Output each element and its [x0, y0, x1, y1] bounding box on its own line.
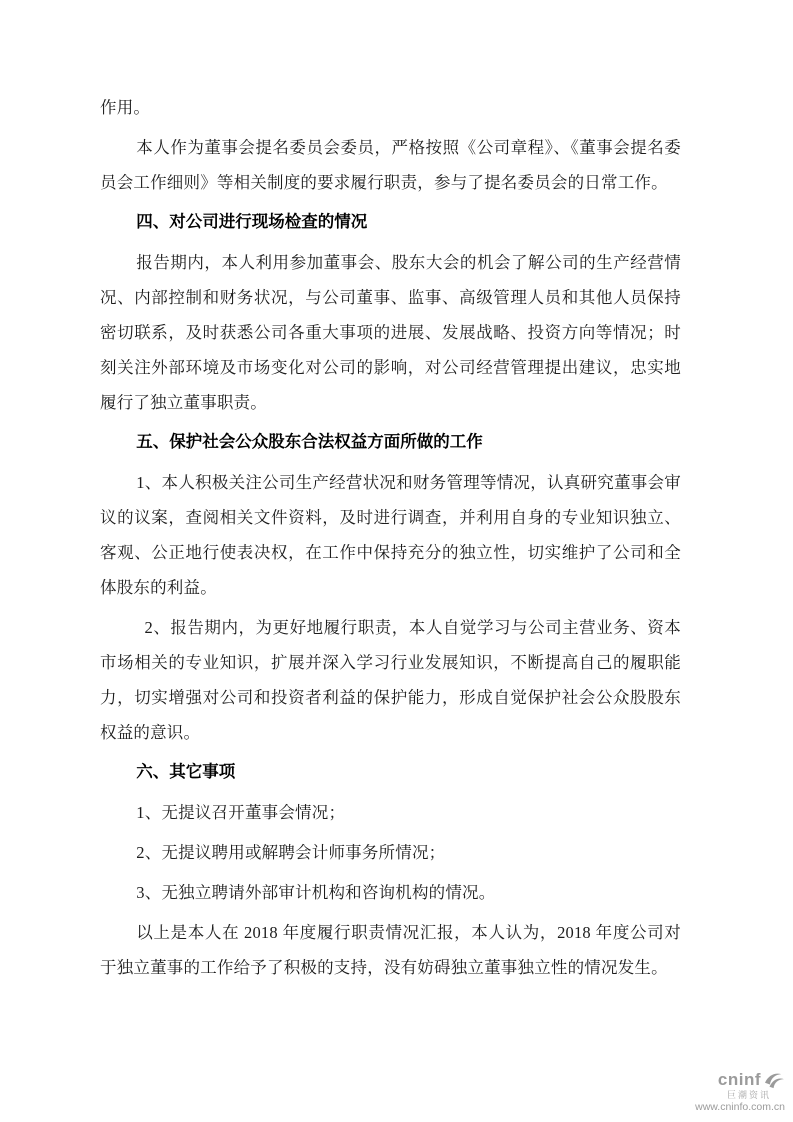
list-item: 3、无独立聘请外部审计机构和咨询机构的情况。 [136, 883, 496, 902]
paragraph: 报告期内，本人利用参加董事会、股东大会的机会了解公司的生产经营情况、内部控制和财务状况，与公司董事、监事、高级管理人员和其他人员保持密切联系，及时获悉公司各重大事项的进展、发展战略、投资方向等情况；时刻关注外部环境及市场变化对公司的影响，对公司经营管理提出建议，忠实地履行了独立董事职责。 [100, 253, 681, 412]
cninfo-brand-text: cninf [717, 1069, 761, 1089]
paragraph: 1、本人积极关注公司生产经营状况和财务管理等情况，认真研究董事会审议的议案，查阅相关文件资料，及时进行调查，并利用自身的专业知识独立、客观、公正地行使表决权，在工作中保持充分的独立性，切实维护了公司和全体股东的利益。 [100, 473, 681, 597]
section-heading-4: 四、对公司进行现场检查的情况 [136, 213, 368, 231]
paragraph-continuation: 作用。 [100, 98, 151, 117]
document-body [100, 90, 681, 990]
list-item: 1、无提议召开董事会情况； [136, 803, 346, 822]
paragraph: 2、报告期内，为更好地履行职责，本人自觉学习与公司主营业务、资本市场相关的专业知识，扩展并深入学习行业发展知识，不断提高自己的履职能力，切实增强对公司和投资者利益的保护能力，形成自觉保护社会公众股股东权益的意识。 [100, 618, 681, 742]
paragraph-closing: 以上是本人在 2018 年度履行职责情况汇报，本人认为，2018 年度公司对于独立董事的工作给予了积极的支持，没有妨碍独立董事独立性的情况发生。 [100, 923, 681, 977]
cninfo-swoosh-icon [763, 1071, 785, 1089]
list-item: 2、无提议聘用或解聘会计师事务所情况； [136, 843, 446, 862]
cninfo-watermark [625, 1071, 789, 1114]
cninfo-logo-row [625, 1071, 785, 1090]
section-heading-5: 五、保护社会公众股东合法权益方面所做的工作 [136, 433, 483, 451]
section-heading-6: 六、其它事项 [136, 763, 236, 781]
cninfo-chinese-name: 巨潮资讯 [726, 1089, 771, 1100]
paragraph: 本人作为董事会提名委员会委员，严格按照《公司章程》、《董事会提名委员会工作细则》等相关制度的要求履行职责，参与了提名委员会的日常工作。 [100, 138, 681, 192]
cninfo-url: www.cninfo.com.cn [695, 1101, 785, 1114]
